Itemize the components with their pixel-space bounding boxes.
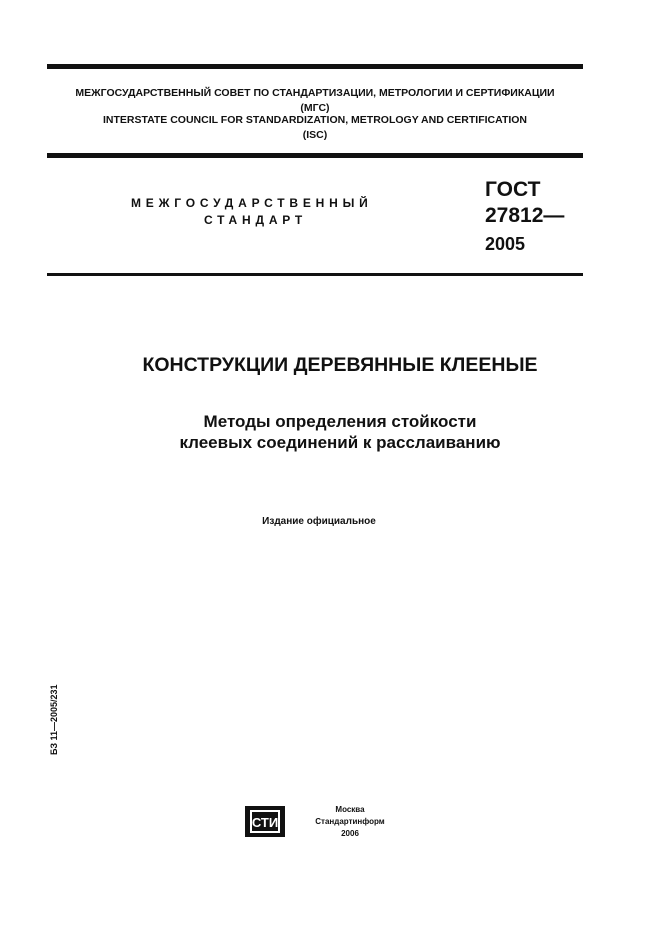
thin-rule: [47, 273, 583, 276]
middle-rule: [47, 153, 583, 158]
document-title: КОНСТРУКЦИИ ДЕРЕВЯННЫЕ КЛЕЕНЫЕ: [142, 354, 538, 376]
gost-number: 27812—: [485, 204, 565, 227]
gost-prefix: ГОСТ: [485, 178, 541, 201]
council-abbr-ru: (МГС): [300, 102, 330, 114]
publisher-city: Москва: [335, 805, 365, 814]
logo-graphic: [245, 806, 285, 837]
gost-year: 2005: [485, 234, 526, 254]
document-subtitle-line2: клеевых соединений к расслаиванию: [179, 433, 501, 452]
side-catalog-code: БЗ 11—2005/231: [49, 684, 59, 755]
standartinform-logo-icon: [245, 806, 285, 837]
publisher-year: 2006: [341, 829, 359, 838]
logo-text: СТИ: [251, 815, 279, 830]
standard-type-line2: СТАНДАРТ: [204, 213, 308, 227]
document-subtitle-line1: Методы определения стойкости: [203, 412, 477, 431]
council-name-en: INTERSTATE COUNCIL FOR STANDARDIZATION, METROLOGY AND CERTIFICATION: [102, 114, 528, 126]
publisher-name: Стандартинформ: [315, 817, 385, 826]
edition-note: Издание официальное: [262, 516, 376, 527]
council-name-ru: МЕЖГОСУДАРСТВЕННЫЙ СОВЕТ ПО СТАНДАРТИЗАЦИИ, МЕТРОЛОГИИ И СЕРТИФИКАЦИИ: [75, 87, 555, 99]
standard-type-line1: МЕЖГОСУДАРСТВЕННЫЙ: [131, 196, 373, 210]
top-rule: [47, 64, 583, 69]
council-abbr-en: (ISC): [302, 129, 328, 141]
